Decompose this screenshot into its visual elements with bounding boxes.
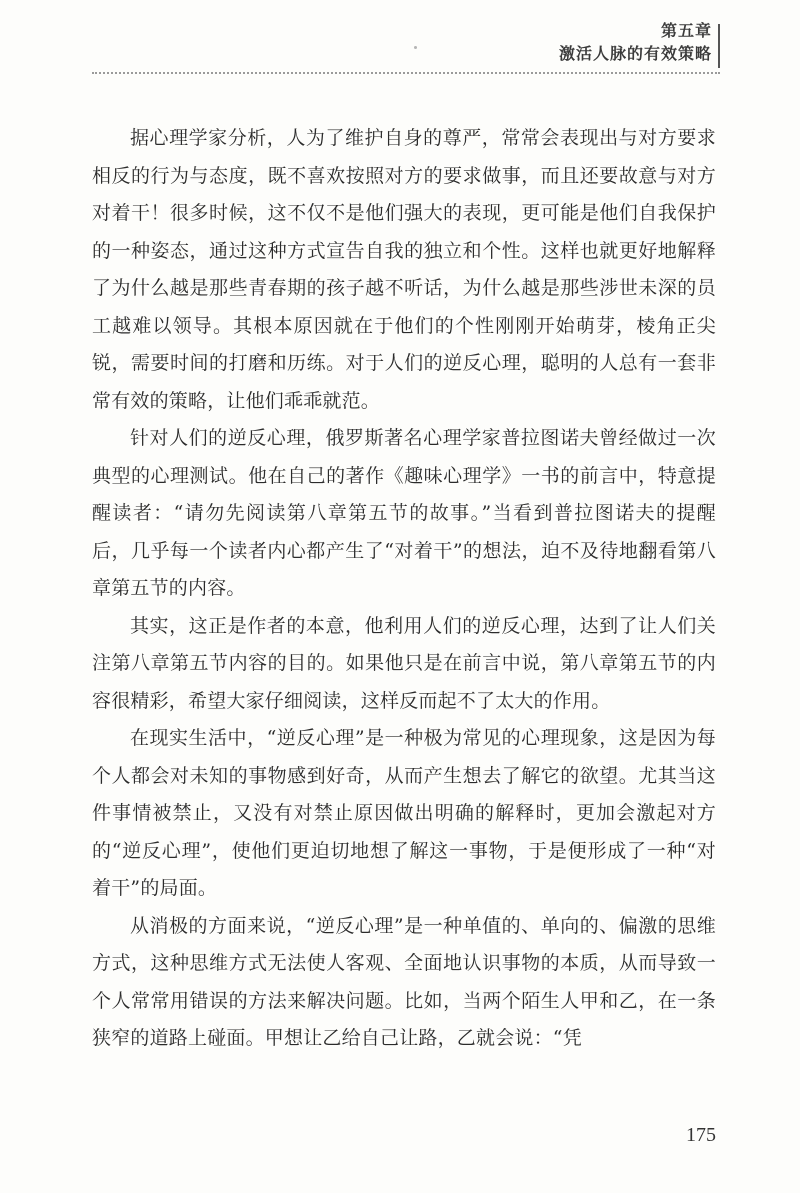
header-speck	[414, 46, 417, 49]
chapter-number: 第五章	[660, 21, 712, 40]
chapter-title: 激活人脉的有效策略	[558, 44, 712, 63]
body-text	[92, 120, 716, 1058]
paragraph-5: 从消极的方面来说，“逆反心理”是一种单值的、单向的、偏激的思维方式，这种思维方式无法使人客观、全面地认识事物的本质，从而导致一个人常常用错误的方法来解决问题。比如，当两个陌生人甲和乙，在一条狭窄的道路上碰面。甲想让乙给自己让路，乙就会说：“凭	[92, 914, 716, 1049]
header-vertical-rule	[718, 24, 720, 68]
paragraph-3: 其实，这正是作者的本意，他利用人们的逆反心理，达到了让人们关注第八章第五节内容的目的。如果他只是在前言中说，第八章第五节的内容很精彩，希望大家仔细阅读，这样反而起不了太大的作用。	[92, 614, 716, 712]
running-header	[559, 20, 712, 66]
page-number: 175	[686, 1124, 716, 1146]
paragraph-2: 针对人们的逆反心理，俄罗斯著名心理学家普拉图诺夫曾经做过一次典型的心理测试。他在自己的著作《趣味心理学》一书的前言中，特意提醒读者：“请勿先阅读第八章第五节的故事。”当看到普拉图诺夫的提醒后，几乎每一个读者内心都产生了“对着干”的想法，迫不及待地翻看第八章第五节的内容。	[92, 427, 716, 599]
paragraph-1: 据心理学家分析，人为了维护自身的尊严，常常会表现出与对方要求相反的行为与态度，既不喜欢按照对方的要求做事，而且还要故意与对方对着干！很多时候，这不仅不是他们强大的表现，更可能是他们自我保护的一种姿态，通过这种方式宣告自我的独立和个性。这样也就更好地解释了为什么越是那些青春期的孩子越不听话，为什么越是那些涉世未深的员工越难以领导。其根本原因就在于他们的个性刚刚开始萌芽，棱角正尖锐，需要时间的打磨和历练。对于人们的逆反心理，聪明的人总有一套非常有效的策略，让他们乖乖就范。	[92, 127, 716, 412]
header-dotted-rule	[92, 72, 720, 74]
paragraph-4: 在现实生活中，“逆反心理”是一种极为常见的心理现象，这是因为每个人都会对未知的事物感到好奇，从而产生想去了解它的欲望。尤其当这件事情被禁止，又没有对禁止原因做出明确的解释时，更加会激起对方的“逆反心理”，使他们更迫切地想了解这一事物，于是便形成了一种“对着干”的局面。	[92, 727, 716, 899]
